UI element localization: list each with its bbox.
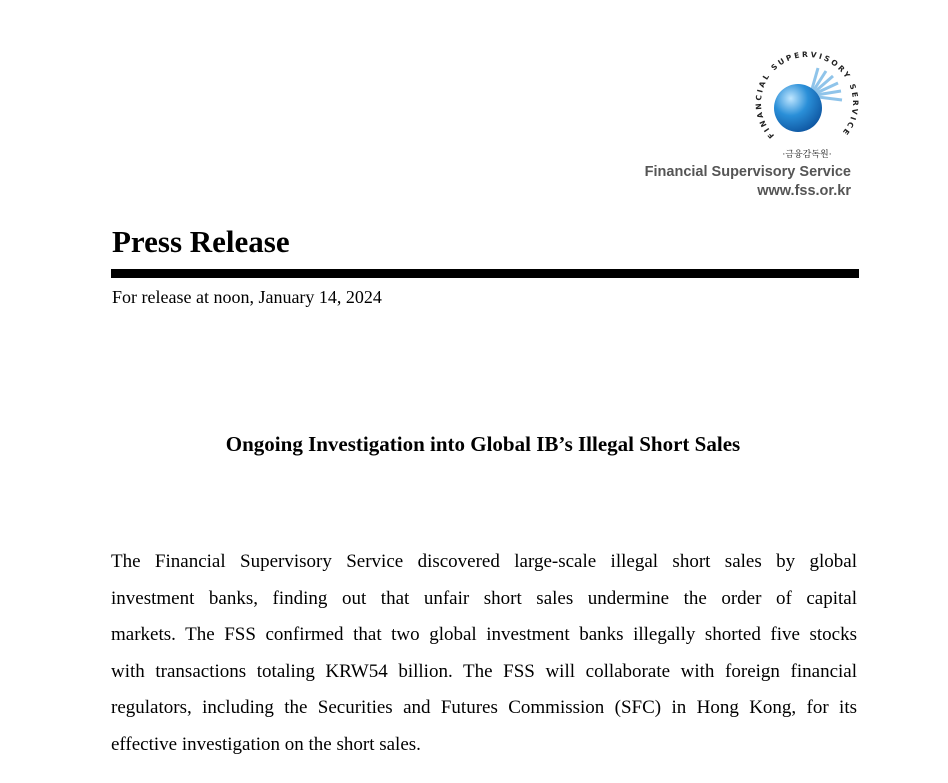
body-paragraph [111,544,857,763]
headline: Ongoing Investigation into Global IB’s Illegal Short Sales [225,432,741,456]
body-line: markets. The FSS confirmed that two global investment banks illegally shorted five stocks [111,624,857,645]
release-date: For release at noon, January 14, 2024 [112,287,382,307]
body-line: effective investigation on the short sales. [111,733,421,755]
org-url[interactable]: www.fss.or.kr [757,183,851,199]
body-line: with transactions totaling KRW54 billion. The FSS will collaborate with foreign financial [111,660,857,682]
title-rule [111,269,859,278]
svg-text:FINANCIAL SUPERVISORY SERVICE: FINANCIAL SUPERVISORY SERVICE [753,49,861,141]
body-line: The Financial Supervisory Service discovered large-scale illegal short sales by global [111,551,857,572]
fss-logo [748,44,866,162]
org-name: Financial Supervisory Service [644,164,851,180]
org-block [645,163,851,201]
page-title: Press Release [112,224,290,259]
svg-text:·금융감독원·: ·금융감독원· [782,150,832,160]
body-line: investment banks, finding out that unfair short sales undermine the order of capital [111,587,857,609]
body-line: regulators, including the Securities and Futures Commission (SFC) in Hong Kong, for its [111,697,857,718]
